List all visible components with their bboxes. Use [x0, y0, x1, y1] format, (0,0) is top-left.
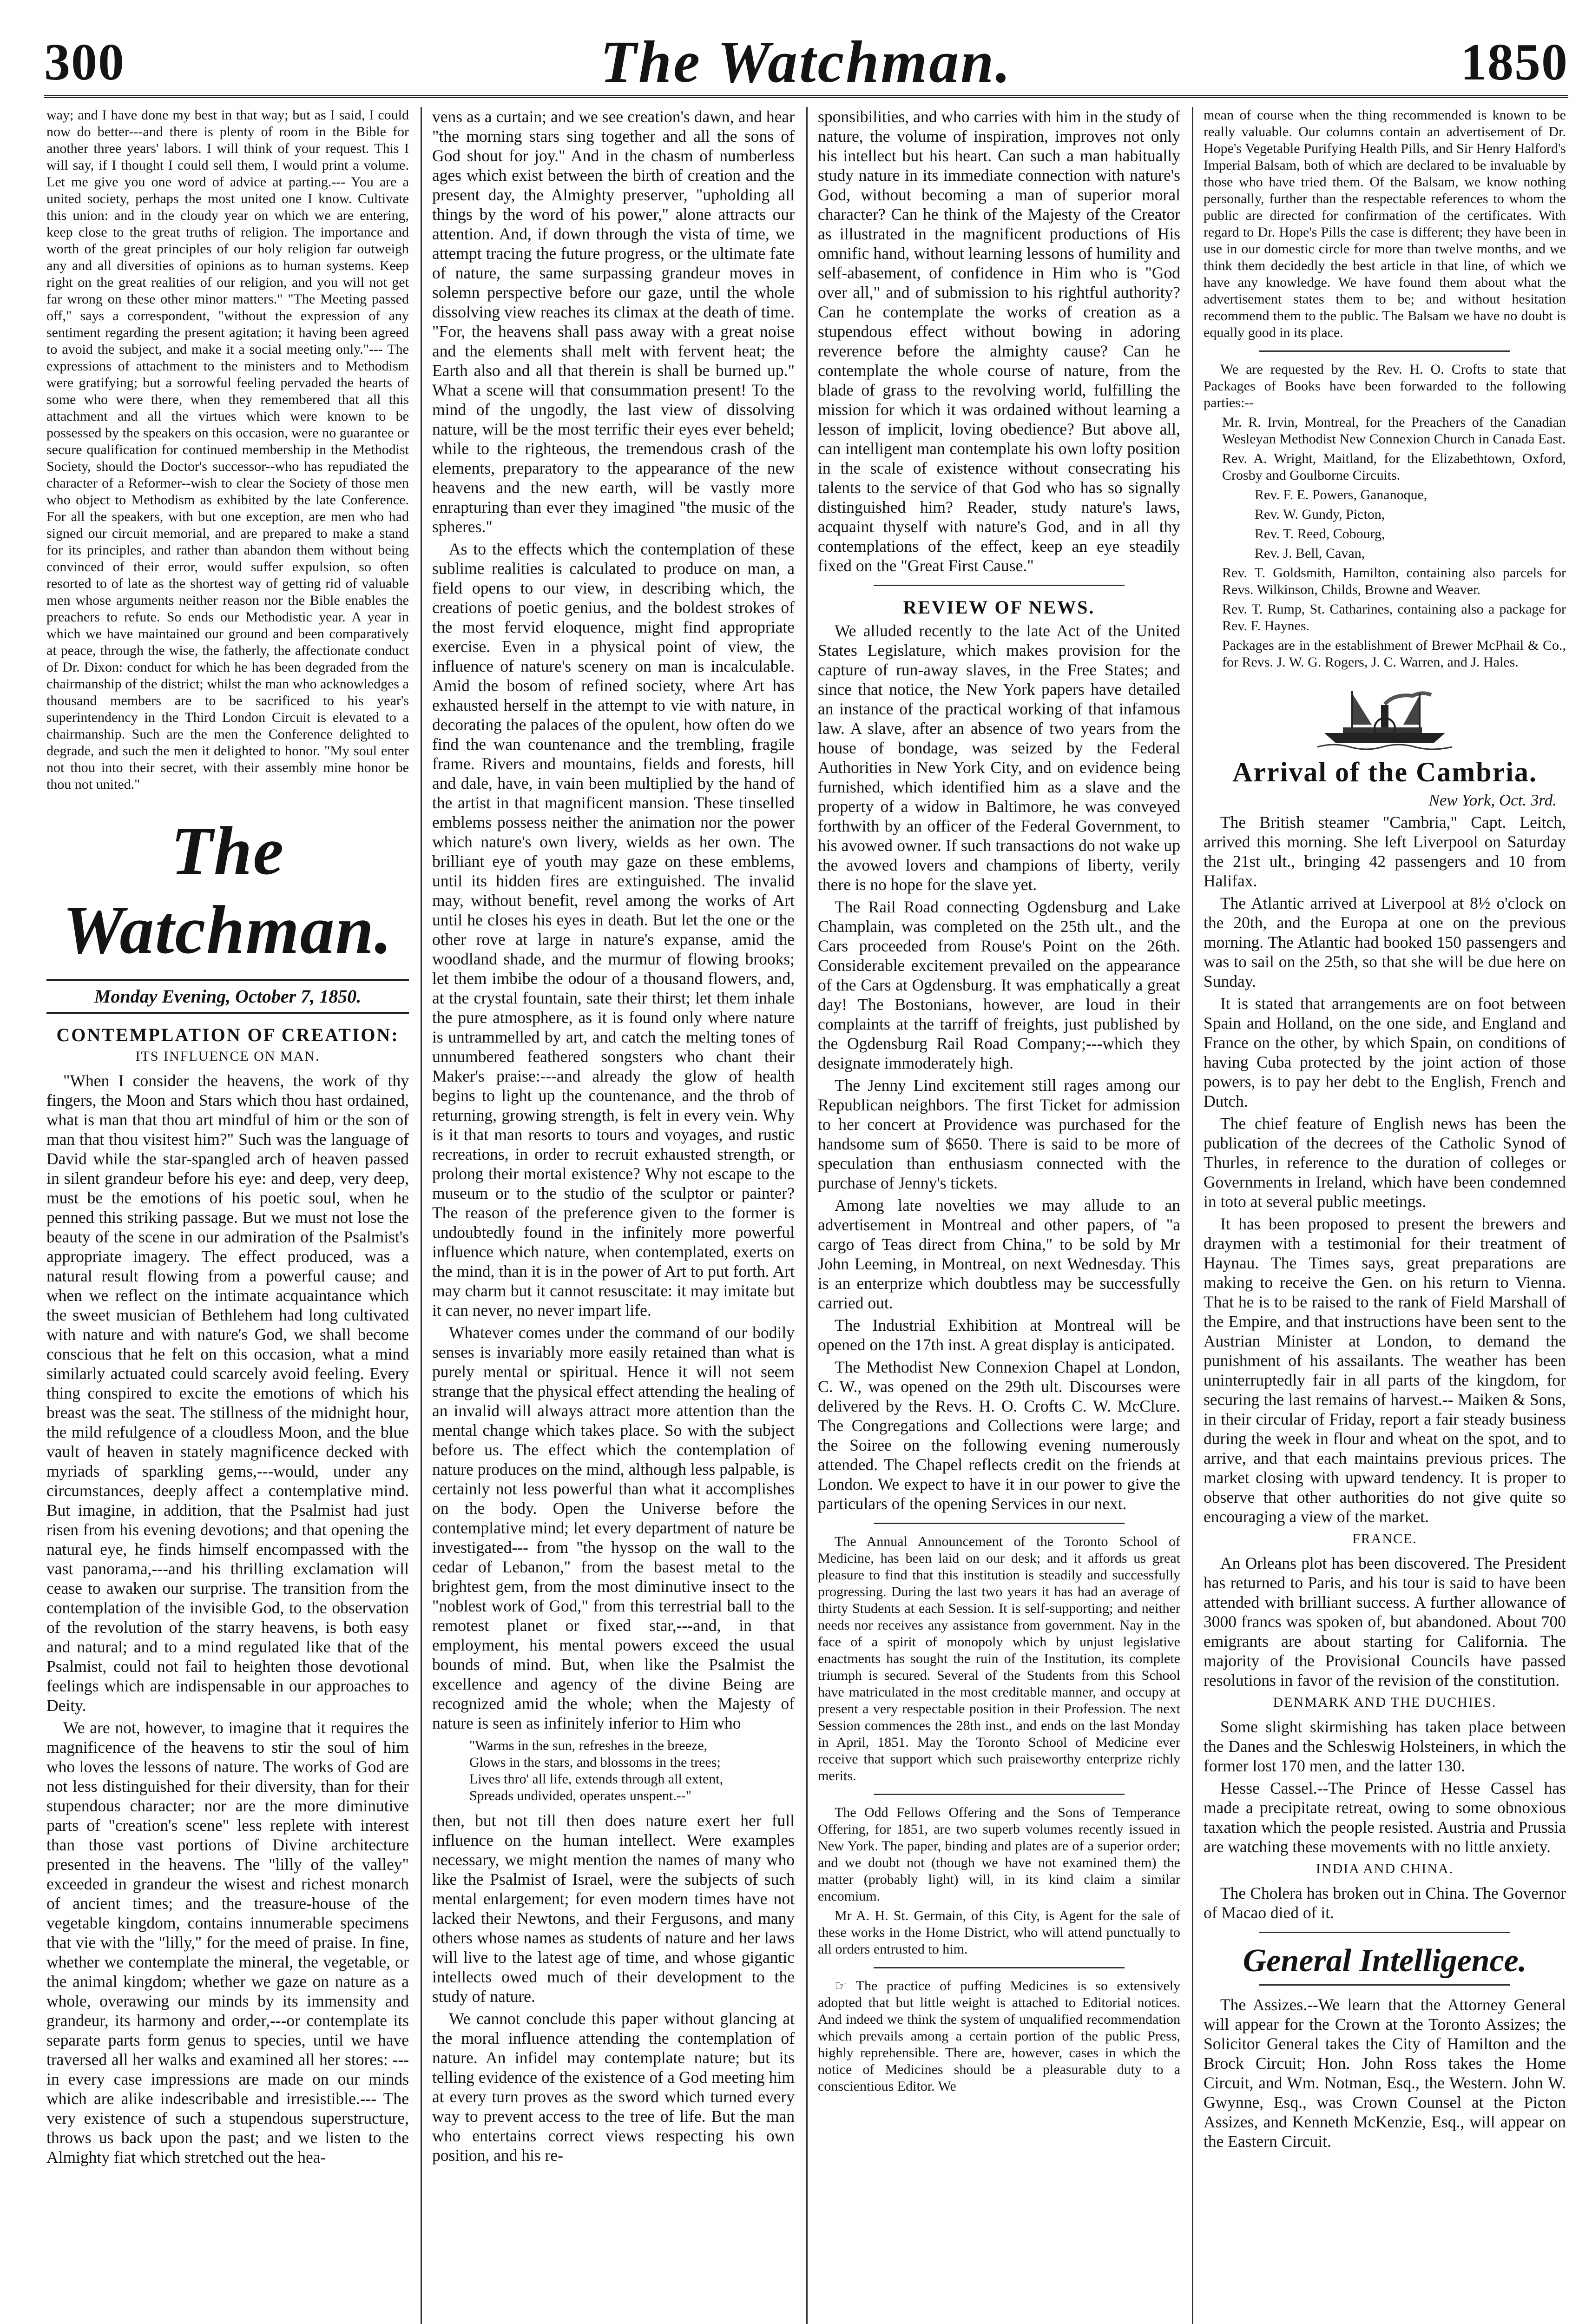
poem-line: Lives thro' all life, extends through all extent, [469, 1771, 724, 1787]
section-divider [1259, 1932, 1510, 1933]
article-paragraph: "When I consider the heavens, the work of thy fingers, the Moon and Stars which thou hast ordained, what is man that thou art mindful of him or the son of man that thou visitest him?" Such was the language of David while the star-spangled arch of heaven passed in silent grandeur before his eye: and deep, very deep, must be the emotions of his poetic soul, when he penned this striking passage. But we must not lose the beauty of the scene in our admiration of the Psalmist's appropriate imagery. The effect produced, was a natural result flowing from a powerful cause; and when we reflect on the intimate acquaintance which the sweet musician of Bethlehem had long cultivated with nature and with nature's God, we shall become conscious that he felt on this occasion, what a mind similarly actuated could scarcely avoid feeling. Every thing conspired to excite the emotions of which his breast was the seat. The stillness of the midnight hour, the mild refulgence of a cloudless Moon, and the blue vault of heaven in stately magnificence decked with myriads of sparkling gems,---would, under any circumstances, deeply affect a contemplative mind. But imagine, in addition, that the Psalmist had just risen from his evening devotions; and that opening the natural eye, he finds himself encompassed with the vast panorama,---and his thrilling exclamation will cease to awaken our surprise. The transition from the contemplation of the invisible God, to the observation of the revolution of the starry heavens, is both easy and natural; and to a mind regulated like that of the Psalmist, could not fail to heighten those devotional feelings which are indispensable in our approaches to Deity. [46, 1071, 409, 1715]
article-paragraph: We are not, however, to imagine that it requires the magnificence of the heavens to stir the soul of him who loves the lessons of nature. The works of God are not less distinguished for their diversity, than for their stupendous character; nor are the more diminutive parts of "creation's scene" less replete with interest than those vast portions of Divine architecture presented in the heavens. The "lilly of the valley" exceeded in grandeur the wisest and richest monarch of ancient times; and the treasure-house of the vegetable kingdom, contains innumerable specimens that vie with the "lilly," for the meed of praise. In fine, whether we contemplate the mineral, the vegetable, or the animal kingdom; whether we gaze on nature as a whole, overawing our minds by its immensity and grandeur, its harmony and order,---or contemplate its separate parts form genus to species, until we have traversed all her walks and examined all her stores: ---in every case impressions are made on our minds which are alike indescribable and irresistible.--- The very existence of such a stupendous superstructure, throws us back upon the past; and we listen to the Almighty fiat which stretched out the hea- [46, 1718, 409, 2166]
section-divider [874, 585, 1125, 586]
list-item: Rev. J. Bell, Cavan, [1255, 546, 1365, 561]
news-paragraph: The Assizes.--We learn that the Attorney General will appear for the Crown at the Toronto Assizes; the Solicitor General takes the City of Hamilton and the Brock Circuit; Hon. John Ross takes the Home Circuit, and Wm. Notman, Esq., the Western. John W. Gwynne, Esq., was Crown Counsel at the Picton Assizes, and Kenneth McKenzie, Esq., will appear on the Eastern Circuit. [1204, 1995, 1566, 2151]
arrival-dateline: New York, Oct. 3rd. [1428, 791, 1557, 809]
news-paragraph: It is stated that arrangements are on foot between Spain and Holland, on the one side, and England and France on the other, by which Spain, on conditions of having Cuba protected by the joint action of those powers, is to pay her debt to the English, French and Dutch. [1204, 994, 1566, 1110]
article-paragraph: then, but not till then does nature exert her full influence on the human intellect. Were examples necessary, we might mention the names of many who like the Psalmist of Israel, were the subjects of such mental enlargement; for even modern times have not lacked their Newtons, and their Fergusons, and many others whose names as students of nature and her laws will live to the latest age of time, and whose gigantic intellects owed much of their development to the study of nature. [432, 1811, 795, 2006]
news-paragraph: The British steamer "Cambria," Capt. Leitch, arrived this morning. She left Liverpool on Saturday the 21st ult., bringing 42 passengers and 10 from Halifax. [1204, 813, 1566, 890]
news-paragraph: An Orleans plot has been discovered. The President has returned to Paris, and his tour is said to have been attended with brilliant success. A further allowance of 3000 francs was spoken of, but abandoned. About 700 emigrants are about starting for California. The majority of the Provisional Councils have passed resolutions in favor of the revision of the constitution. [1204, 1554, 1566, 1690]
poem-quote [469, 1737, 767, 1804]
section-divider [1259, 1984, 1510, 1986]
list-item: Rev. T. Rump, St. Catharines, containing also a package for Rev. F. Haynes. [1222, 601, 1566, 634]
notice-paragraph: mean of course when the thing recommended is known to be really valuable. Our columns contain an advertisement of Dr. Hope's Vegetable Purifying Health Pills, and Sir Henry Halford's Imperial Balsam, both of which are declared to be invaluable by those who have tried them. Of the Balsam, we know nothing personally, further than the respectable references to whom the public are directed for confirmation of the certificates. With regard to Dr. Hope's Pills the case is different; they have been in use in our domestic circle for more than twelve months, and we think them decidedly the best article in that line, of which we have any knowledge. We have found them about what the advertisement states them to be; and without hesitation recommend them to the public. The Balsam we have no doubt is equally good in its place. [1204, 107, 1566, 340]
news-paragraph: The chief feature of English news has been the publication of the decrees of the Catholic Synod of Thurles, in reference to the duration of colleges or Governments in Ireland, which have been condemned in toto at several public meetings. [1204, 1114, 1566, 1211]
header-rule [44, 95, 1568, 98]
denmark-heading: DENMARK AND THE DUCHIES. [1273, 1695, 1497, 1710]
article-paragraph: As to the effects which the contemplation of these sublime realities is calculated to produce on man, a field opens to our view, in describing which, the creations of poetic genius, and the boldest strokes of the most fervid eloquence, might find appropriate exercise. Even in a physical point of view, the influence of nature's scenery on man is incalculable. Amid the bosom of refined society, where Art has exhausted herself in the attempt to vie with nature, in decorating the palaces of the opulent, how often do we find the wan countenance and the trembling, fragile frame. Rivers and mountains, fields and forests, hill and dale, have, in vain been multiplied by the hand of the artist in that magnificent mansion. These tinselled emblems possess neither the animation nor the power which nature's own livery, wields as her own. The brilliant eye of youth may gaze on these emblems, until its hidden fires are extinguished. The invalid may, without benefit, revel among the works of Art until he closes his eyes in death. But let the one or the other rove at large in nature's expanse, amid the woodland shade, and the murmur of flowing brooks; let them imbibe the odour of a thousand flowers, and, at the crystal fountain, sate their thirst; let them inhale the pure atmosphere, as it is found only where nature is untrammelled by art, and catch the melting tones of unnumbered feathered songsters who chant their Maker's praise:---and already the glow of health begins to light up the countenance, and the throb of returning, growing strength, is felt in every vein. Why is it that man resorts to tours and voyages, and rustic recreations, in order to recruit exhausted strength, or prolong their mortal existence? Why not escape to the museum or to the studio of the sculptor or painter? The reason of the preference given to the former is undoubtedly found in the infinitely more powerful influence which nature, when contemplated, exerts on the mind, than it is in the power of Art to put forth. Art may charm but it cannot resuscitate: it may imitate but it can never, no never impart life. [432, 540, 795, 1320]
list-item: Rev. T. Goldsmith, Hamilton, containing also parcels for Revs. Wilkinson, Childs, Browne and Weaver. [1222, 565, 1566, 597]
running-head [44, 28, 1568, 98]
column-4 [1204, 107, 1566, 2324]
section-divider [874, 1794, 1125, 1795]
steamship-icon [1315, 682, 1454, 752]
notice-paragraph: The Annual Announcement of the Toronto School of Medicine, has been laid on our desk; and it affords us great pleasure to find that this institution is steadily and successfully progressing. During the last two years it has had an average of thirty Students at each Session. It is self-supporting; and neither needs nor receives any assistance from government. Nay in the face of a spirit of monopoly which by unjust legislative enactments has sought the ruin of the Institution, its complete triumph is secured. Several of the Students from this School have matriculated in the most creditable manner, and occupy at present a very respectable position in their Profession. The next Session commences the 28th inst., and ends on the last Monday in April, 1851. May the Toronto School of Medicine ever receive that support which such praiseworthy enterprize richly merits. [818, 1534, 1180, 1783]
list-item: Packages are in the establishment of Brewer McPhail & Co., for Revs. J. W. G. Rogers, J. C. Warren, and J. Hales. [1222, 638, 1566, 670]
poem-line: "Warms in the sun, refreshes in the breeze, [469, 1738, 708, 1753]
article-text: way; and I have done my best in that way; but as I said, I could now do better---and there is plenty of room in the Bible for another three years' labors. I will think of your request. This I will say, if I thought I could sell them, I would print a volume. Let me give you one word of advice at parting.--- You are a united society, perhaps the most united one I know. Cultivate this union: and in the cloudy year on which we are entering, keep close to the great truths of religion. The importance and worth of the great principles of our holy religion far outweigh any and all diversities of opinions as to human systems. Keep right on the great realities of our religion, and you will not get far wrong on these other minor matters." "The Meeting passed off," says a correspondent, "without the expression of any sentiment regarding the present agitation; it having been agreed to avoid the subject, and make it a social meeting only."--- The expressions of attachment to the ministers and to Methodism were gratifying; but a sorrowful feeling pervaded the hearts of some who were there, when they remembered that all this attachment and all the virtues which were known to be possessed by the speakers on this occasion, were no guarantee or secure qualification for continued membership in the Methodist Society, should the Doctor's successor--who has repudiated the character of a Reformer--wish to clear the Society of those men who object to Methodism as exhibited by the late Conference. For all the speakers, with but one exception, are men who had signed our circuit memorial, and are prepared to make a stand for its principles, and rather than abandon them without being convinced of their error, would suffer expulsion, so often resorted to of late as the shortest way of getting rid of valuable men whose arguments neither reason nor the Bible enables the preachers to refute. So ends our Methodistic year. A year in which we have maintained our ground and been comparatively at peace, through the wise, the fatherly, the affectionate conduct of Dr. Dixon: conduct for which he has been degraded from the chairmanship of the district; whilst the man who acknowledges a thousand members are to be sacrificed to his year's superintendency in the Third London Circuit is elevated to a chairmanship. Such are the men the Conference delighted to degrade, and such the men it delighted to honor. "My soul enter not thou into their secret, with their assembly mine honor be thou not united." [46, 107, 409, 792]
article-paragraph: vens as a curtain; and we see creation's dawn, and hear "the morning stars sing together and all the sons of God shout for joy." And in the chasm of numberless ages which exist between the birth of creation and the present day, the Almighty preserver, "upholding all things by the word of his power," alone attracts our attention. And, if down through the vista of time, we attempt tracing the future progress, or the ultimate fate of nature, the same surpassing grandeur moves in solemn perspective before our gaze, until the whole dissolving view reaches its climax at the death of time. "For, the heavens shall pass away with a great noise and the elements shall melt with fervent heat; the Earth also and all that therein is shall be burned up." What a scene will that consummation present! To the mind of the ungodly, the last view of dissolving nature, will be the most terrific their eyes ever beheld; while to the righteous, the tremendous crash of the elements, preparatory to the appearance of the new heavens and the new earth, will be vastly more enrapturing than ever they imagined "the music of the spheres." [432, 107, 795, 536]
china-heading: INDIA AND CHINA. [1316, 1861, 1454, 1876]
running-title: The Watchman. [600, 29, 1013, 95]
column-rule [1192, 107, 1193, 2324]
news-paragraph: The Industrial Exhibition at Montreal will be opened on the 17th inst. A great display is anticipated. [818, 1316, 1180, 1354]
column-rule [421, 107, 422, 2324]
poem-line: Glows in the stars, and blossoms in the trees; [469, 1755, 721, 1770]
poem-line: Spreads undivided, operates unspent.--" [469, 1788, 691, 1803]
news-paragraph: It has been proposed to present the brewers and draymen with a testimonial for their treatment of Haynau. The Times says, great preparations are making to receive the Gen. on his return to Vienna. That he is to be raised to the rank of Field Marshall of the Empire, and that instructions have been sent to the Austrian Minister at London, to demand the punishment of his assailants. The weather has been uninterruptedly fair in all parts of the kingdom, for securing the last remains of harvest.-- Maiken & Sons, in their circular of Friday, report a fair steady business during the week in flour and wheat on the spot, and to arrive, and that each maintains previous prices. The market closing with upward tendency. It is proper to observe that other authorities do not give quite so encouraging a view of the market. [1204, 1215, 1566, 1526]
section-divider [1259, 350, 1510, 352]
news-paragraph: The Methodist New Connexion Chapel at London, C. W., was opened on the 29th ult. Discourses were delivered by the Revs. H. O. Crofts C. W. McClure. The Congregations and Collections were large; and the Soiree on the following evening numerously attended. The Chapel reflects credit on the friends at London. We expect to have it in our power to give the particulars of the opening Services in our next. [818, 1358, 1180, 1513]
column-2 [432, 107, 795, 2324]
list-item: Rev. W. Gundy, Picton, [1255, 507, 1385, 522]
article-paragraph: sponsibilities, and who carries with him in the study of nature, the volume of inspiration, improves not only his intellect but his heart. Can such a man habitually study nature in its immediate connection with nature's God, without becoming a man of superior moral character? Can he think of the Majesty of the Creator as illustrated in the magnificent productions of His omnific hand, without learning lessons of humility and self-abasement, of confidence in Him who is "God over all," and of submission to his rightful authority? Can he contemplate the works of creation as a stupendous effect without bowing in adoring reverence before the almighty cause? Can he contemplate the whole course of nature, from the blade of grass to the revolving world, fulfilling the mission for which it was ordained without learning a lesson of implicit, loving obedience? But above all, can intelligent man contemplate his own lofty position in the scale of existence without consecrating his talents to the service of that God who has so signally distinguished him? Reader, study nature's laws, acquaint thyself with nature's God, and in all thy contemplations of the effect, keep an eye steadily fixed on the "Great First Cause." [818, 107, 1180, 575]
news-paragraph: Among late novelties we may allude to an advertisement in Montreal and other papers, of "a cargo of Teas direct from China," to be sold by Mr John Leeming, in Montreal, on next Wednesday. This is an enterprize which doubtless may be successfully carried out. [818, 1196, 1180, 1312]
news-paragraph: The Atlantic arrived at Liverpool at 8½ o'clock on the 20th, and the Europa at one on the previous morning. The Atlantic had booked 150 passengers and was to sail on the 25th, so that she will be due here on Sunday. [1204, 894, 1566, 990]
france-heading: FRANCE. [1352, 1531, 1417, 1546]
column-3 [818, 107, 1180, 2324]
column-1 [46, 107, 409, 2324]
section-divider [874, 1967, 1125, 1968]
arrival-title: Arrival of the Cambria. [1232, 757, 1537, 787]
page-year: 1850 [1460, 33, 1568, 91]
section-divider [874, 1523, 1125, 1524]
package-list [1204, 414, 1566, 671]
news-paragraph: Some slight skirmishing has taken place between the Danes and the Schleswig Holsteiners, in which the former lost 170 men, and the latter 130. [1204, 1717, 1566, 1775]
notice-paragraph: Mr A. H. St. Germain, of this City, is Agent for the sale of these works in the Home District, who will attend punctually to all orders entrusted to him. [818, 1908, 1180, 1957]
article-subtitle: ITS INFLUENCE ON MAN. [135, 1049, 320, 1064]
column-rule [806, 107, 808, 2324]
issue-dateline: Monday Evening, October 7, 1850. [46, 979, 409, 1014]
notice-paragraph: We are requested by the Rev. H. O. Crofts to state that Packages of Books have been forwarded to the following parties:-- [1204, 362, 1566, 410]
general-intelligence-title: General Intelligence. [1243, 1943, 1527, 1979]
list-item: Rev. T. Reed, Cobourg, [1255, 526, 1385, 541]
news-paragraph: The Cholera has broken out in China. The Governor of Macao died of it. [1204, 1884, 1566, 1922]
page-number: 300 [44, 33, 125, 91]
article-title: CONTEMPLATION OF CREATION: [56, 1024, 399, 1045]
masthead-title: The Watchman. [62, 813, 393, 968]
list-item: Mr. R. Irvin, Montreal, for the Preachers of the Canadian Wesleyan Methodist New Connexion Church in Canada East. [1222, 415, 1566, 447]
news-paragraph: The Rail Road connecting Ogdensburg and Lake Champlain, was completed on the 25th ult., and the Cars proceeded from Rouse's Point on the 26th. Considerable excitement prevailed on the appearance of the Cars at Ogdensburg. It was emphatically a great day! The Bostonians, however, are loud in their complaints at the tarriff of freights, just published by the Ogdensburg Rail Road Company;---which they designate immoderately high. [818, 898, 1180, 1072]
list-item: Rev. F. E. Powers, Gananoque, [1255, 487, 1428, 502]
news-paragraph: The Jenny Lind excitement still rages among our Republican neighbors. The first Ticket for admission to her concert at Providence was purchased for the handsome sum of $650. There is said to be more of speculation than enthusiasm connected with the purchase of Jenny's tickets. [818, 1076, 1180, 1192]
list-item: Rev. A. Wright, Maitland, for the Elizabethtown, Oxford, Crosby and Goulborne Circuits. [1222, 451, 1566, 483]
article-paragraph: Whatever comes under the command of our bodily senses is invariably more easily retained than what is purely mental or spiritual. Hence it will not seem strange that the physical effect attending the healing of an invalid will always attract more attention than the mental change which takes place. So with the subject before us. The effect which the contemplation of nature produces on the mind, although less palpable, is certainly not less powerful than what it accomplishes on the body. Open the Universe before the contemplative mind; let every department of nature be investigated--- from "the hyssop on the wall to the cedar of Lebanon," from the basest metal to the brightest gem, from the most diminutive insect to the "noblest work of God," from this terrestrial ball to the remotest planet or fixed star,---and, in that employment, his mental powers exceed the usual bounds of mind. But, when like the Psalmist the excellence and agency of the divine Being are recognized amid the whole; when the Majesty of nature is seen as infinitely inferior to Him who [432, 1323, 795, 1732]
news-paragraph: We alluded recently to the late Act of the United States Legislature, which makes provision for the capture of run-away slaves, in the Free States; and since that notice, the New York papers have detailed an instance of the practical working of that infamous law. A slave, after an absence of two years from the house of bondage, was seized by the Federal Authorities in New York City, and on evidence being furnished, which identified him as a slave and the property of a widow in Baltimore, he was conveyed forthwith by an officer of the Federal Government, to his avowed owner. If such transactions do not wake up the avowed lovers and champions of liberty, verily there is no hope for the slave yet. [818, 621, 1180, 894]
notice-paragraph: ☞ The practice of puffing Medicines is so extensively adopted that but little weight is attached to Editorial notices. And indeed we think the system of unqualified recommendation which prevails among a certain portion of the public Press, highly reprehensible. There are, however, cases in which the notice of Medicines should be a pleasurable duty to a conscientious Editor. We [818, 1978, 1180, 2094]
news-paragraph: Hesse Cassel.--The Prince of Hesse Cassel has made a precipitate retreat, owing to some obnoxious taxation which the people resisted. Austria and Prussia are watching these movements with no little anxiety. [1204, 1779, 1566, 1856]
review-title: REVIEW OF NEWS. [903, 597, 1095, 618]
notice-paragraph: The Odd Fellows Offering and the Sons of Temperance Offering, for 1851, are two superb volumes recently issued in New York. The paper, binding and plates are of a superior order; and we doubt not (though we have not examined them) the matter (probably light) will, in its kind claim a similar encomium. [818, 1805, 1180, 1904]
article-paragraph: We cannot conclude this paper without glancing at the moral influence attending the contemplation of nature. An infidel may contemplate nature; but its telling evidence of the existence of a God meeting him at every turn proves as the sword which turned every way to prevent access to the tree of life. But the man who entertains correct views respecting his own position, and his re- [432, 2009, 795, 2165]
